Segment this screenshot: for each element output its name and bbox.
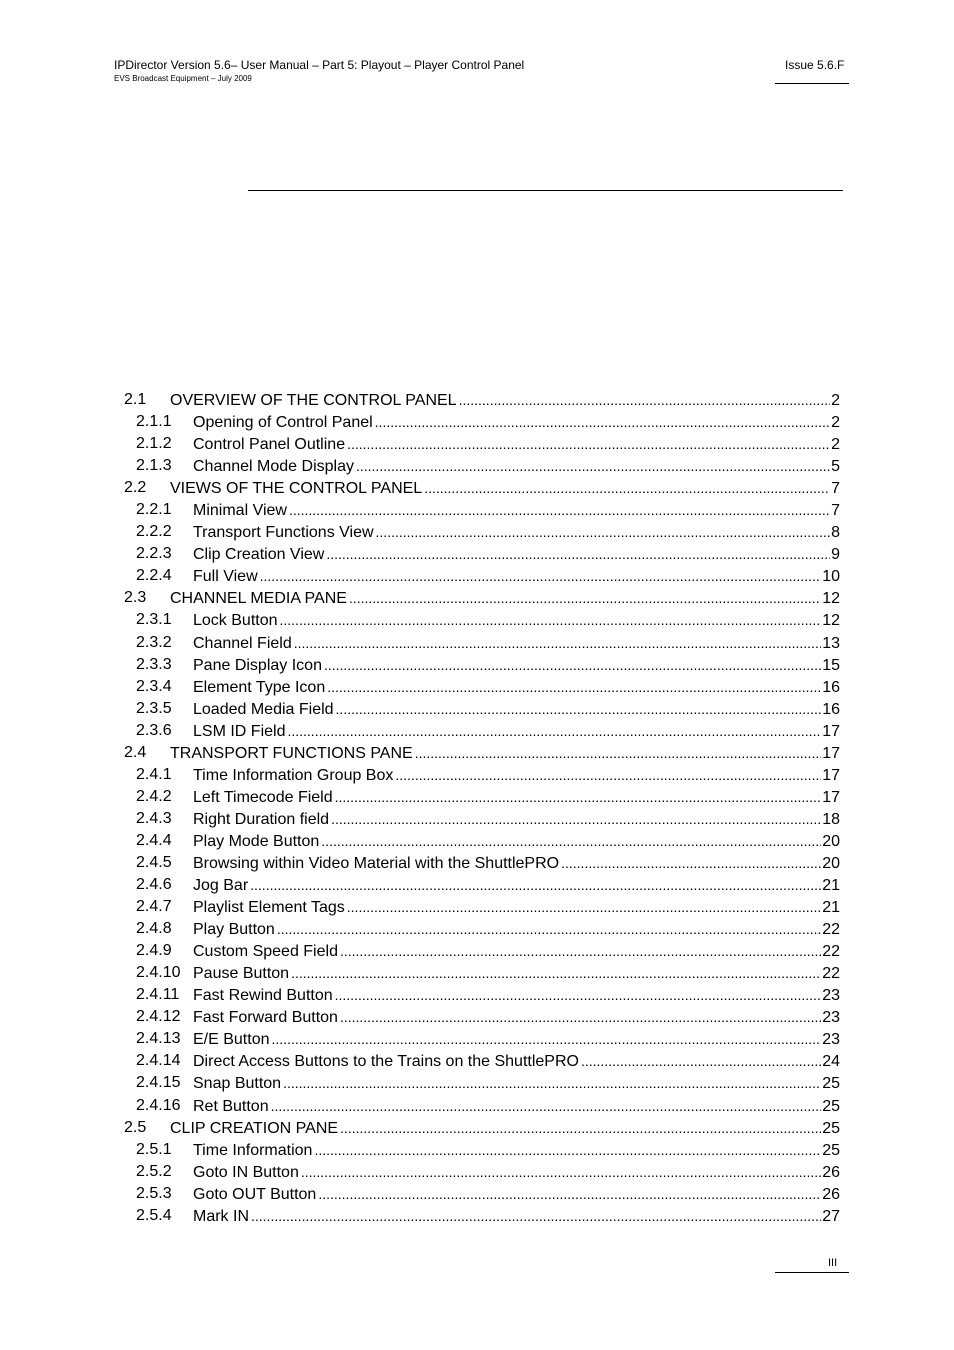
- toc-dot-leader: [321, 830, 821, 853]
- toc-entry-line: [193, 808, 840, 831]
- toc-entry-page: 8: [831, 524, 840, 542]
- toc-entry-page: 22: [822, 921, 840, 939]
- toc-entry[interactable]: [0, 962, 954, 984]
- toc-entry[interactable]: [0, 1161, 954, 1183]
- toc-entry-label: Direct Access Buttons to the Trains on the ShuttlePRO: [193, 1051, 581, 1073]
- toc-entry-number: 2.5.3: [136, 1184, 172, 1202]
- toc-entry[interactable]: [0, 764, 954, 786]
- toc-dot-leader: [349, 587, 821, 610]
- toc-dot-leader: [376, 521, 831, 544]
- toc-dot-leader: [347, 433, 830, 456]
- toc-entry-number: 2.3.3: [136, 655, 172, 673]
- toc-entry-number: 2.4.15: [136, 1074, 181, 1092]
- toc-entry-page: 10: [822, 568, 840, 586]
- toc-entry-label: Clip Creation View: [193, 544, 326, 566]
- toc-entry-line: [193, 852, 840, 875]
- document-title: IPDirector Version 5.6– User Manual – Part 5: Playout – Player Control Panel: [114, 58, 525, 72]
- toc-entry-label: Custom Speed Field: [193, 941, 340, 963]
- toc-entry-number: 2.2.2: [136, 523, 172, 541]
- toc-entry[interactable]: [0, 609, 954, 631]
- toc-entry-label: Transport Functions View: [193, 522, 376, 544]
- toc-entry-label: Ret Button: [193, 1096, 271, 1118]
- toc-entry-label: Pane Display Icon: [193, 655, 324, 677]
- toc-entry-line: [193, 1139, 840, 1162]
- toc-entry-page: 23: [822, 1009, 840, 1027]
- toc-entry-line: [193, 984, 840, 1007]
- toc-entry-label: Lock Button: [193, 610, 280, 632]
- toc-entry-page: 25: [822, 1119, 840, 1137]
- toc-entry[interactable]: [0, 477, 954, 499]
- toc-entry-page: 17: [822, 788, 840, 806]
- toc-entry-number: 2.5.2: [136, 1162, 172, 1180]
- toc-entry-page: 16: [822, 700, 840, 718]
- toc-entry[interactable]: [0, 1117, 954, 1139]
- toc-entry-line: [193, 565, 840, 588]
- toc-entry-number: 2.3.2: [136, 633, 172, 651]
- toc-entry-page: 22: [822, 965, 840, 983]
- toc-entry-number: 2.4.1: [136, 765, 172, 783]
- toc-entry-page: 20: [822, 854, 840, 872]
- toc-dot-leader: [277, 918, 821, 941]
- toc-entry-number: 2.4.11: [136, 986, 180, 1004]
- toc-entry-label: Channel Field: [193, 633, 294, 655]
- toc-dot-leader: [289, 499, 830, 522]
- toc-entry-number: 2.4.16: [136, 1096, 181, 1114]
- toc-entry[interactable]: [0, 565, 954, 587]
- toc-entry-line: [193, 1028, 840, 1051]
- toc-entry-page: 22: [822, 943, 840, 961]
- toc-entry-page: 13: [822, 634, 840, 652]
- toc-entry-number: 2.4.14: [136, 1052, 181, 1070]
- toc-dot-leader: [459, 389, 831, 412]
- toc-dot-leader: [581, 1050, 821, 1073]
- toc-entry-line: [170, 742, 840, 765]
- toc-dot-leader: [335, 984, 822, 1007]
- toc-entry[interactable]: [0, 984, 954, 1006]
- table-of-contents: [0, 389, 954, 1227]
- toc-entry-label: Time Information: [193, 1140, 314, 1162]
- toc-entry-line: [193, 411, 840, 434]
- toc-dot-leader: [395, 764, 821, 787]
- toc-dot-leader: [347, 896, 821, 919]
- toc-entry-number: 2.4.10: [136, 964, 181, 982]
- toc-entry-number: 2.4.9: [136, 942, 172, 960]
- toc-entry-line: [193, 698, 840, 721]
- toc-entry[interactable]: [0, 896, 954, 918]
- toc-dot-leader: [340, 1117, 821, 1140]
- toc-entry-line: [193, 940, 840, 963]
- toc-entry-line: [193, 433, 840, 456]
- toc-entry[interactable]: [0, 455, 954, 477]
- toc-entry-line: [193, 1095, 840, 1118]
- toc-entry-line: [193, 1006, 840, 1029]
- toc-entry-number: 2.2.1: [136, 501, 172, 519]
- toc-entry-label: Channel Mode Display: [193, 456, 356, 478]
- toc-entry-number: 2.1.1: [136, 413, 172, 431]
- toc-entry-number: 2.3.5: [136, 699, 172, 717]
- toc-dot-leader: [356, 455, 830, 478]
- toc-entry-number: 2.4.3: [136, 809, 172, 827]
- toc-entry-page: 25: [822, 1097, 840, 1115]
- toc-dot-leader: [271, 1095, 822, 1118]
- toc-entry[interactable]: [0, 698, 954, 720]
- toc-entry-label: Time Information Group Box: [193, 765, 395, 787]
- toc-entry-page: 27: [822, 1207, 840, 1225]
- toc-entry-label: Goto OUT Button: [193, 1184, 318, 1206]
- toc-entry-number: 2.3.1: [136, 611, 172, 629]
- toc-entry[interactable]: [0, 654, 954, 676]
- toc-dot-leader: [283, 1072, 821, 1095]
- toc-entry-number: 2.5.1: [136, 1140, 172, 1158]
- toc-entry-label: Mark IN: [193, 1206, 251, 1228]
- toc-entry-line: [193, 543, 840, 566]
- toc-entry-label: Jog Bar: [193, 875, 250, 897]
- toc-entry-page: 26: [822, 1163, 840, 1181]
- toc-entry-line: [193, 1183, 840, 1206]
- toc-entry-line: [193, 455, 840, 478]
- toc-dot-leader: [324, 654, 821, 677]
- toc-entry-line: [193, 874, 840, 897]
- toc-entry-label: Minimal View: [193, 500, 289, 522]
- toc-entry-label: Element Type Icon: [193, 677, 327, 699]
- toc-entry[interactable]: [0, 632, 954, 654]
- toc-entry-page: 21: [822, 877, 840, 895]
- toc-dot-leader: [415, 742, 822, 765]
- toc-entry[interactable]: [0, 389, 954, 411]
- toc-entry-line: [170, 587, 840, 610]
- toc-entry-number: 2.4: [124, 743, 147, 761]
- toc-entry-page: 12: [822, 590, 840, 608]
- toc-entry-page: 17: [822, 766, 840, 784]
- toc-entry-line: [193, 1050, 840, 1073]
- toc-entry-label: OVERVIEW OF THE CONTROL PANEL: [170, 390, 459, 412]
- toc-entry-label: Goto IN Button: [193, 1162, 301, 1184]
- toc-entry-number: 2.4.2: [136, 787, 172, 805]
- toc-entry-label: TRANSPORT FUNCTIONS PANE: [170, 743, 415, 765]
- toc-entry-number: 2.4.12: [136, 1008, 181, 1026]
- toc-entry-line: [193, 1205, 840, 1228]
- toc-entry-number: 2.1: [124, 391, 147, 408]
- toc-entry[interactable]: [0, 830, 954, 852]
- toc-entry-label: Snap Button: [193, 1073, 283, 1095]
- toc-entry-line: [193, 830, 840, 853]
- toc-entry-page: 2: [831, 436, 840, 454]
- toc-entry[interactable]: [0, 874, 954, 896]
- toc-entry-line: [193, 896, 840, 919]
- toc-entry-page: 9: [831, 546, 840, 564]
- toc-entry-label: Opening of Control Panel: [193, 412, 375, 434]
- toc-entry-number: 2.4.6: [136, 876, 172, 894]
- toc-entry[interactable]: [0, 940, 954, 962]
- toc-entry-page: 18: [822, 810, 840, 828]
- toc-entry-page: 25: [822, 1141, 840, 1159]
- toc-entry-number: 2.5.4: [136, 1206, 172, 1224]
- toc-entry-number: 2.2.3: [136, 545, 172, 563]
- toc-entry-number: 2.4.4: [136, 831, 172, 849]
- document-subtitle: EVS Broadcast Equipment – July 2009: [114, 74, 252, 83]
- toc-dot-leader: [331, 808, 821, 831]
- toc-entry-page: 2: [831, 414, 840, 432]
- toc-entry-number: 2.1.2: [136, 435, 172, 453]
- toc-entry[interactable]: [0, 918, 954, 940]
- toc-entry-label: LSM ID Field: [193, 721, 287, 743]
- toc-dot-leader: [340, 1006, 821, 1029]
- toc-dot-leader: [561, 852, 821, 875]
- toc-entry-label: Playlist Element Tags: [193, 897, 347, 919]
- toc-dot-leader: [287, 720, 821, 743]
- toc-entry-label: CHANNEL MEDIA PANE: [170, 588, 349, 610]
- toc-entry[interactable]: [0, 786, 954, 808]
- toc-entry-label: Fast Rewind Button: [193, 985, 335, 1007]
- toc-entry-page: 12: [822, 612, 840, 630]
- toc-dot-leader: [314, 1139, 821, 1162]
- toc-entry-page: 17: [822, 722, 840, 740]
- toc-entry[interactable]: [0, 1095, 954, 1117]
- toc-dot-leader: [335, 786, 822, 809]
- toc-entry[interactable]: [0, 1028, 954, 1050]
- toc-entry-line: [193, 654, 840, 677]
- toc-entry[interactable]: [0, 1072, 954, 1094]
- toc-entry-label: Loaded Media Field: [193, 699, 336, 721]
- toc-dot-leader: [250, 874, 821, 897]
- toc-entry-line: [193, 1161, 840, 1184]
- toc-dot-leader: [272, 1028, 822, 1051]
- toc-entry-label: E/E Button: [193, 1029, 272, 1051]
- toc-entry-number: 2.5: [124, 1118, 147, 1136]
- toc-entry-page: 24: [822, 1053, 840, 1071]
- footer-rule: [775, 1272, 849, 1273]
- toc-entry-line: [193, 499, 840, 522]
- toc-entry-number: 2.2: [124, 479, 147, 497]
- toc-dot-leader: [326, 543, 830, 566]
- toc-entry[interactable]: [0, 521, 954, 543]
- toc-entry-page: 16: [822, 678, 840, 696]
- toc-entry-line: [170, 1117, 840, 1140]
- toc-entry-number: 2.4.13: [136, 1030, 181, 1048]
- toc-dot-leader: [336, 698, 822, 721]
- toc-entry-line: [193, 632, 840, 655]
- toc-entry-label: Full View: [193, 566, 260, 588]
- toc-entry[interactable]: [0, 720, 954, 742]
- toc-entry[interactable]: [0, 1006, 954, 1028]
- toc-entry-label: Browsing within Video Material with the ShuttlePRO: [193, 853, 561, 875]
- toc-entry-line: [193, 720, 840, 743]
- toc-dot-leader: [375, 411, 830, 434]
- toc-dot-leader: [294, 632, 821, 655]
- toc-entry-page: 15: [822, 656, 840, 674]
- toc-entry[interactable]: [0, 499, 954, 521]
- toc-dot-leader: [251, 1205, 821, 1228]
- toc-entry-number: 2.4.8: [136, 920, 172, 938]
- toc-entry[interactable]: [0, 543, 954, 565]
- toc-entry[interactable]: [0, 808, 954, 830]
- toc-dot-leader: [340, 940, 821, 963]
- toc-entry-page: 20: [822, 832, 840, 850]
- toc-entry-page: 2: [831, 392, 840, 409]
- toc-entry-page: 7: [831, 502, 840, 520]
- toc-entry-label: Right Duration field: [193, 809, 331, 831]
- header-rule: [775, 83, 849, 84]
- toc-entry-page: 5: [831, 458, 840, 476]
- toc-entry-page: 17: [822, 744, 840, 762]
- toc-dot-leader: [260, 565, 822, 588]
- toc-entry-page: 21: [822, 899, 840, 917]
- toc-entry-line: [193, 521, 840, 544]
- toc-entry-line: [193, 962, 840, 985]
- toc-entry-number: 2.3.4: [136, 677, 172, 695]
- toc-entry-page: 7: [831, 480, 840, 498]
- toc-entry[interactable]: [0, 1050, 954, 1072]
- toc-entry-label: Play Button: [193, 919, 277, 941]
- toc-entry-label: VIEWS OF THE CONTROL PANEL: [170, 478, 424, 500]
- toc-entry-line: [193, 764, 840, 787]
- toc-entry-label: CLIP CREATION PANE: [170, 1118, 340, 1140]
- toc-entry-line: [193, 786, 840, 809]
- toc-entry-line: [193, 918, 840, 941]
- toc-entry-number: 2.4.7: [136, 898, 172, 916]
- toc-entry-label: Fast Forward Button: [193, 1007, 340, 1029]
- toc-entry[interactable]: [0, 411, 954, 433]
- toc-entry-line: [193, 609, 840, 632]
- toc-entry[interactable]: [0, 1205, 954, 1227]
- toc-dot-leader: [301, 1161, 821, 1184]
- toc-dot-leader: [327, 676, 821, 699]
- toc-entry-label: Pause Button: [193, 963, 291, 985]
- toc-dot-leader: [424, 477, 830, 500]
- toc-entry-number: 2.1.3: [136, 457, 172, 475]
- toc-entry-page: 26: [822, 1185, 840, 1203]
- toc-entry-label: Play Mode Button: [193, 831, 321, 853]
- title-divider: [248, 190, 843, 191]
- toc-dot-leader: [318, 1183, 821, 1206]
- toc-entry[interactable]: [0, 433, 954, 455]
- toc-entry-line: [193, 676, 840, 699]
- toc-entry-label: Control Panel Outline: [193, 434, 347, 456]
- toc-entry-number: 2.3: [124, 589, 147, 607]
- toc-entry[interactable]: [0, 742, 954, 764]
- toc-entry-line: [170, 477, 840, 500]
- toc-entry-number: 2.2.4: [136, 567, 172, 585]
- toc-entry-page: 23: [822, 987, 840, 1005]
- toc-dot-leader: [291, 962, 821, 985]
- toc-entry[interactable]: [0, 676, 954, 698]
- toc-entry-page: 23: [822, 1031, 840, 1049]
- toc-entry[interactable]: [0, 1183, 954, 1205]
- page-number: III: [828, 1257, 838, 1269]
- toc-dot-leader: [280, 609, 822, 632]
- toc-entry-line: [193, 1072, 840, 1095]
- toc-entry[interactable]: [0, 587, 954, 609]
- toc-entry[interactable]: [0, 1139, 954, 1161]
- toc-entry[interactable]: [0, 852, 954, 874]
- toc-entry-label: Left Timecode Field: [193, 787, 335, 809]
- toc-entry-page: 25: [822, 1075, 840, 1093]
- toc-entry-number: 2.3.6: [136, 721, 172, 739]
- issue-label: Issue 5.6.F: [785, 58, 845, 72]
- toc-entry-number: 2.4.5: [136, 853, 172, 871]
- toc-entry-line: [170, 389, 840, 412]
